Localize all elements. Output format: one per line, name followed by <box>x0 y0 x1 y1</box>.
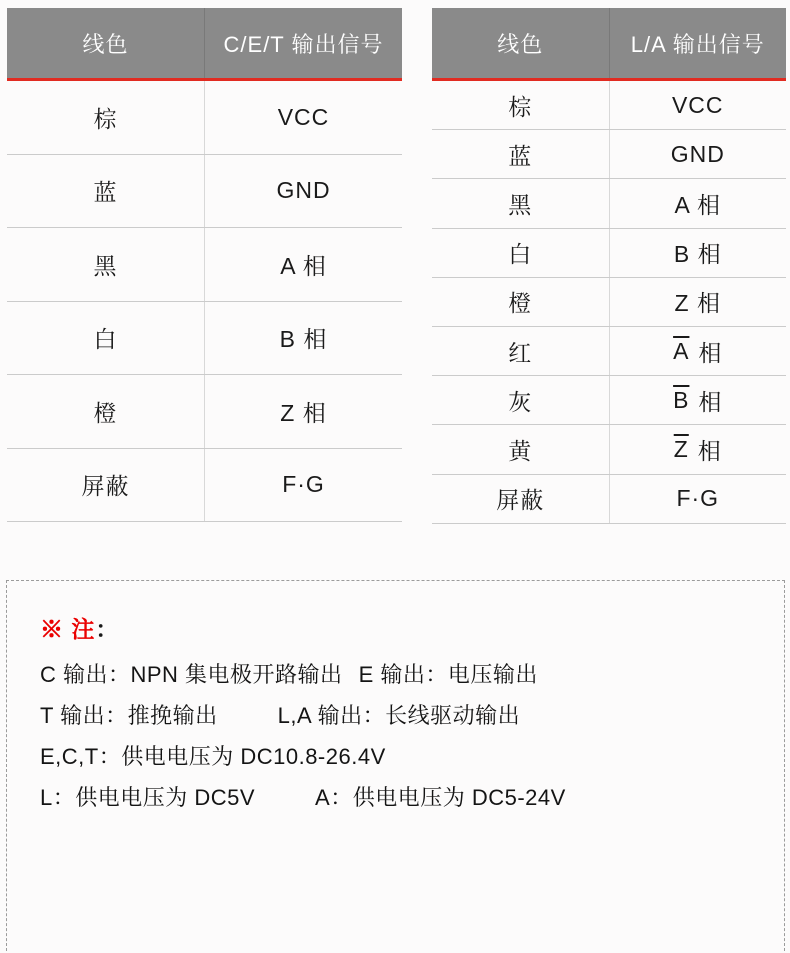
table-row <box>7 155 402 229</box>
signal-cell: B 相 <box>673 241 722 268</box>
wire-color-cell: 屏蔽 <box>432 475 610 523</box>
cet-output-table <box>7 8 402 522</box>
table-row <box>432 376 786 425</box>
wire-color-cell: 红 <box>432 327 610 375</box>
la-output-table <box>432 8 786 524</box>
note-line-c-e: C 输出：NPN 集电极开路输出 E 输出：电压输出 <box>40 661 538 687</box>
overline-phase-letter: $\overline{B}$ <box>673 386 690 413</box>
wire-color-cell: 蓝 <box>432 130 610 178</box>
column-header-wire-color: 线色 <box>7 8 205 78</box>
cet-table-body <box>7 81 402 522</box>
note-line-t-la: T 输出：推挽输出 L,A 输出：长线驱动输出 <box>40 702 521 728</box>
signal-cell: Z 相 <box>280 399 327 426</box>
overline-phase-letter: $\overline{Z}$ <box>673 435 689 462</box>
signal-cell: B 相 <box>279 326 328 353</box>
signal-cell: A 相 <box>674 191 721 218</box>
table-row <box>432 179 786 228</box>
note-line-l-a-voltage: L：供电电压为 DC5V A：供电电压为 DC5-24V <box>40 784 566 810</box>
wire-color-cell: 黑 <box>7 228 205 301</box>
table-row <box>432 475 786 524</box>
column-header-cet-signal: C/E/T 输出信号 <box>223 31 384 57</box>
table-row <box>432 81 786 130</box>
wire-color-cell: 橙 <box>432 278 610 326</box>
wire-color-cell: 白 <box>432 229 610 277</box>
table-row <box>432 425 786 474</box>
la-table-body <box>432 81 786 524</box>
signal-cell-overline <box>610 327 787 375</box>
signal-cell: A 相 <box>280 252 327 279</box>
wire-color-cell: 灰 <box>432 376 610 424</box>
signal-cell: F·G <box>676 485 720 512</box>
table-row <box>7 375 402 449</box>
wire-color-cell: 白 <box>7 302 205 375</box>
column-header-la-signal: L/A 输出信号 <box>630 31 765 57</box>
cet-table-header <box>7 8 402 81</box>
wire-color-cell: 屏蔽 <box>7 449 205 522</box>
wire-color-cell: 黄 <box>432 425 610 473</box>
wire-color-cell: 蓝 <box>7 155 205 228</box>
table-row <box>432 278 786 327</box>
signal-cell-overline <box>610 425 787 473</box>
wire-color-cell: 橙 <box>7 375 205 448</box>
table-row <box>7 449 402 523</box>
table-row <box>432 327 786 376</box>
note-title-marker: ※ 注 <box>40 615 96 642</box>
signal-cell: VCC <box>671 91 724 118</box>
table-row <box>7 228 402 302</box>
la-table-header <box>432 8 786 81</box>
table-row <box>7 302 402 376</box>
phase-suffix: 相 <box>697 437 722 464</box>
signal-cell: VCC <box>277 103 330 130</box>
note-title <box>40 611 754 644</box>
note-box <box>6 580 785 953</box>
overline-phase-letter: $\overline{A}$ <box>673 337 690 364</box>
note-line-ect-voltage: E,C,T：供电电压为 DC10.8-26.4V <box>40 743 386 769</box>
table-row <box>7 81 402 155</box>
signal-cell: GND <box>670 140 725 167</box>
table-row <box>432 229 786 278</box>
phase-suffix: 相 <box>698 388 723 415</box>
column-header-wire-color: 线色 <box>432 8 610 78</box>
signal-cell: Z 相 <box>674 290 721 317</box>
signal-cell: GND <box>276 177 331 204</box>
note-title-colon: ： <box>95 615 120 642</box>
wire-color-cell: 棕 <box>7 81 205 154</box>
signal-cell: F·G <box>282 471 325 498</box>
table-row <box>432 130 786 179</box>
wire-color-cell: 棕 <box>432 81 610 129</box>
wire-color-cell: 黑 <box>432 179 610 227</box>
phase-suffix: 相 <box>698 339 723 366</box>
signal-cell-overline <box>610 376 787 424</box>
